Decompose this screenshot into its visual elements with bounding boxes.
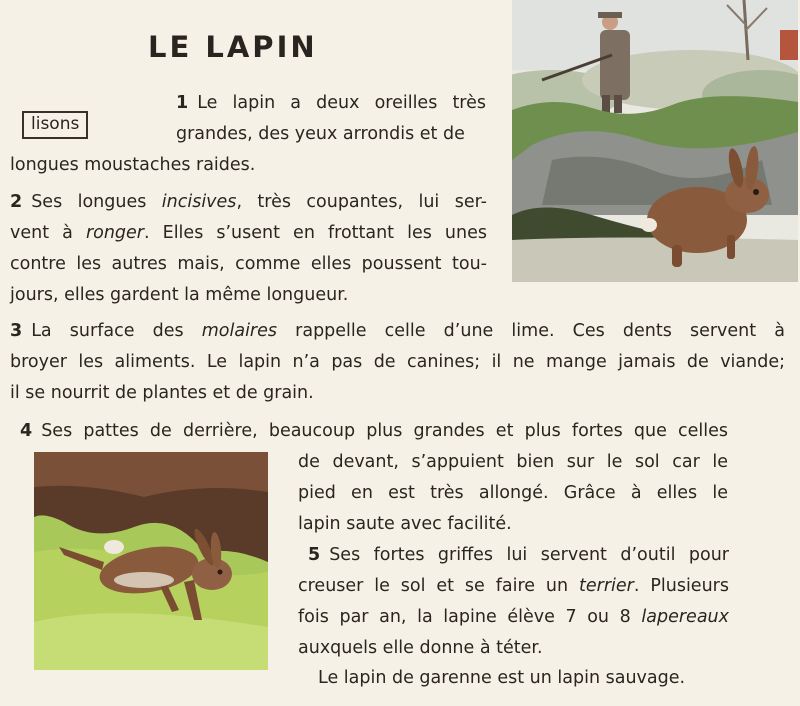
paragraph-4-line-2: de devant, s’appuient bien sur le sol car le: [298, 452, 728, 472]
paragraph-4-line-3: pied en est très allongé. Grâce à elles le: [298, 483, 728, 503]
paragraph-1-continued: [10, 150, 255, 181]
paragraph-1-line-2: grandes, des yeux arrondis et de: [176, 124, 465, 144]
paragraph-1-line-3: longues moustaches raides.: [10, 155, 256, 175]
paragraph-5-continued: [298, 571, 729, 664]
paragraph-2-line-3: contre les autres mais, comme elles poussent tou-: [10, 254, 487, 274]
paragraph-2-line-4: jours, elles gardent la même longueur.: [10, 285, 349, 305]
paragraph-4-line-1: 4 Ses pattes de derrière, beaucoup plus grandes et plus fortes que celles: [20, 421, 728, 441]
paragraph-2: [10, 187, 487, 311]
paragraph-1: [176, 88, 486, 150]
lisons-badge: lisons: [22, 111, 88, 139]
paragraph-5: [308, 540, 729, 571]
paragraph-3-line-2: broyer les aliments. Le lapin n’a pas de canines; il ne mange jamais de viande;: [10, 352, 785, 372]
page-title: LE LAPIN: [148, 30, 318, 64]
paragraph-3-line-1: 3 La surface des molaires rappelle celle d’une lime. Ces dents servent à: [10, 321, 785, 341]
paragraph-4-continued: [298, 447, 728, 540]
paragraph-4: [20, 416, 728, 447]
paragraph-5-line-2: creuser le sol et se faire un terrier. Plusieurs: [298, 576, 729, 596]
running-rabbit-illustration: [34, 452, 268, 670]
paragraph-3-line-3: il se nourrit de plantes et de grain.: [10, 383, 314, 403]
paragraph-5-line-1: 5 Ses fortes griffes lui servent d’outil pour: [308, 545, 729, 565]
paragraph-2-line-1: 2 Ses longues incisives, très coupantes, lui ser-: [10, 192, 487, 212]
paragraph-3: [10, 316, 785, 409]
paragraph-4-line-4: lapin saute avec facilité.: [298, 514, 512, 534]
paragraph-5-line-3: fois par an, la lapine élève 7 ou 8 lapereaux: [298, 607, 729, 627]
paragraph-2-line-2: vent à ronger. Elles s’usent en frottant les unes: [10, 223, 487, 243]
paragraph-5-line-4: auxquels elle donne à téter.: [298, 638, 543, 658]
paragraph-1-line-1: 1 Le lapin a deux oreilles très: [176, 93, 486, 113]
closing-sentence: Le lapin de garenne est un lapin sauvage.: [318, 668, 686, 688]
hunter-rabbit-illustration: [512, 0, 798, 282]
